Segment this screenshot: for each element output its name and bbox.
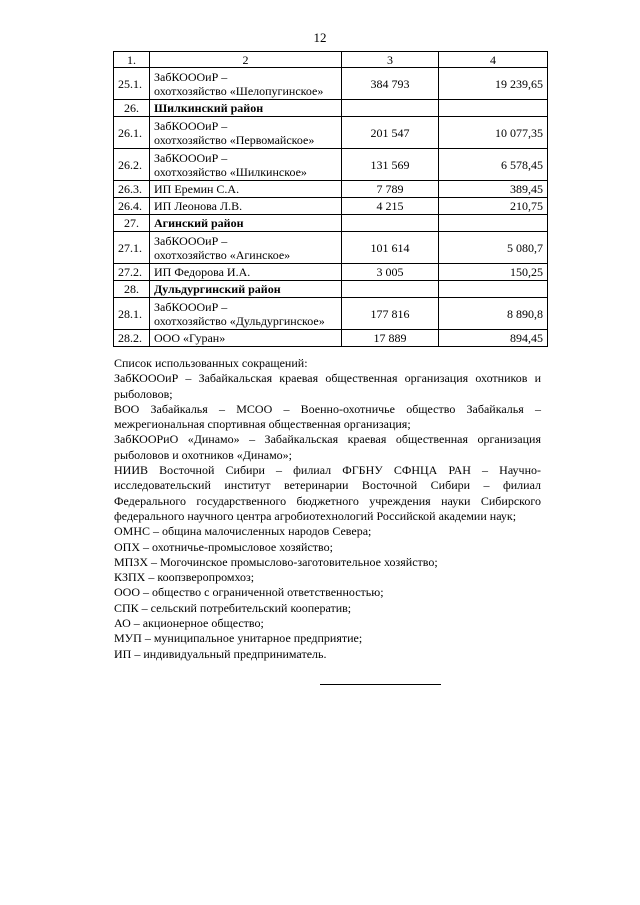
allocation-table (113, 51, 548, 347)
organization-name (150, 330, 342, 347)
row-number: 26. (114, 100, 150, 117)
empty-cell (439, 281, 548, 298)
organization-line: ЗабКОООиР – (154, 233, 228, 248)
header-cell: 3 (342, 52, 439, 68)
quota-value: 894,45 (439, 330, 548, 347)
header-cell: 1. (114, 52, 150, 68)
abbreviation-item: МПЗХ – Могочинское промыслово-заготовительное хозяйство; (114, 554, 438, 569)
organization-line: ЗабКОООиР – (154, 299, 228, 314)
table-header-row (114, 52, 548, 68)
quota-value: 210,75 (439, 198, 548, 215)
organization-name (150, 198, 342, 215)
row-number: 28.2. (114, 330, 150, 347)
area-value: 177 816 (342, 298, 439, 330)
section-row (114, 281, 548, 298)
quota-value: 8 890,8 (439, 298, 548, 330)
organization-name (150, 68, 342, 100)
organization-line: ЗабКОООиР – (154, 118, 228, 133)
row-number: 26.1. (114, 117, 150, 149)
abbreviation-item: СПК – сельский потребительский кооператив; (114, 600, 352, 615)
abbreviation-item: ЗабКООРиО «Динамо» – Забайкальская краевая общественная организация рыболовов и охотников «Динамо»; (114, 432, 541, 462)
row-number: 26.2. (114, 149, 150, 181)
table-row (114, 117, 548, 149)
quota-value: 150,25 (439, 264, 548, 281)
district-name: Шилкинский район (150, 100, 342, 117)
abbreviation-item: ООО – общество с ограниченной ответственностью; (114, 585, 384, 600)
table-row (114, 181, 548, 198)
abbreviations-title: Список использованных сокращений: (114, 356, 308, 370)
abbreviation-item: АО – акционерное общество; (114, 616, 264, 631)
area-value: 7 789 (342, 181, 439, 198)
organization-line: охотхозяйство «Первомайское» (154, 132, 315, 147)
organization-line: ИП Леонова Л.В. (154, 199, 243, 213)
area-value: 17 889 (342, 330, 439, 347)
table-row (114, 198, 548, 215)
organization-name (150, 298, 342, 330)
section-row (114, 215, 548, 232)
organization-line: охотхозяйство «Шелопугинское» (154, 83, 324, 98)
quota-value: 10 077,35 (439, 117, 548, 149)
organization-name (150, 149, 342, 181)
organization-line: ЗабКОООиР – (154, 69, 228, 84)
abbreviation-item: ВОО Забайкалья – МСОО – Военно-охотничье общество Забайкалья – межрегиональная спортивная общественная организация; (114, 401, 541, 432)
area-value: 384 793 (342, 68, 439, 100)
organization-name (150, 117, 342, 149)
abbreviation-item: МУП – муниципальное унитарное предприятие; (114, 631, 363, 646)
organization-line: ИП Федорова И.А. (154, 265, 251, 279)
organization-line: охотхозяйство «Шилкинское» (154, 164, 307, 179)
header-cell: 2 (150, 52, 342, 68)
district-name: Агинский район (150, 215, 342, 232)
abbreviation-item: ЗабКОООиР – Забайкальская краевая общественная организация охотников и рыболовов; (114, 371, 541, 401)
empty-cell (439, 100, 548, 117)
table-row (114, 264, 548, 281)
row-number: 28. (114, 281, 150, 298)
organization-name (150, 232, 342, 264)
abbreviations-items (114, 371, 541, 662)
empty-cell (342, 215, 439, 232)
row-number: 27.2. (114, 264, 150, 281)
abbreviation-item: ОПХ – охотничье-промысловое хозяйство; (114, 539, 333, 554)
area-value: 201 547 (342, 117, 439, 149)
table-row (114, 232, 548, 264)
organization-line: ЗабКОООиР – (154, 150, 228, 165)
quota-value: 6 578,45 (439, 149, 548, 181)
abbreviation-item: НИИВ Восточной Сибири – филиал ФГБНУ СФНЦА РАН – Научно-исследовательский институт ветеринарии Восточной Сибири – филиал Федерального государственного бюджетного учреждения науки Сибирского федерального научного центра агробиотехнологий Российской академии наук; (114, 463, 541, 523)
abbreviations-list (114, 356, 541, 662)
organization-line: охотхозяйство «Дульдургинское» (154, 313, 325, 328)
abbreviation-item: ОМНС – община малочисленных народов Севера; (114, 524, 372, 539)
organization-name (150, 264, 342, 281)
row-number: 26.3. (114, 181, 150, 198)
quota-value: 19 239,65 (439, 68, 548, 100)
organization-line: ИП Еремин С.А. (154, 182, 240, 196)
row-number: 27.1. (114, 232, 150, 264)
table-row (114, 298, 548, 330)
empty-cell (439, 215, 548, 232)
organization-name (150, 181, 342, 198)
row-number: 28.1. (114, 298, 150, 330)
organization-line: охотхозяйство «Агинское» (154, 247, 291, 262)
signature-line (320, 684, 441, 685)
section-row (114, 100, 548, 117)
area-value: 4 215 (342, 198, 439, 215)
row-number: 25.1. (114, 68, 150, 100)
quota-value: 5 080,7 (439, 232, 548, 264)
row-number: 27. (114, 215, 150, 232)
organization-line: ООО «Гуран» (154, 331, 226, 345)
area-value: 101 614 (342, 232, 439, 264)
empty-cell (342, 100, 439, 117)
empty-cell (342, 281, 439, 298)
district-name: Дульдургинский район (150, 281, 342, 298)
table-row (114, 149, 548, 181)
area-value: 3 005 (342, 264, 439, 281)
area-value: 131 569 (342, 149, 439, 181)
table-row (114, 68, 548, 100)
page-number: 12 (313, 30, 327, 45)
header-cell: 4 (439, 52, 548, 68)
table-row (114, 330, 548, 347)
abbreviation-item: ИП – индивидуальный предприниматель. (114, 646, 327, 661)
abbreviation-item: КЗПХ – коопзверопромхоз; (114, 570, 255, 585)
quota-value: 389,45 (439, 181, 548, 198)
row-number: 26.4. (114, 198, 150, 215)
